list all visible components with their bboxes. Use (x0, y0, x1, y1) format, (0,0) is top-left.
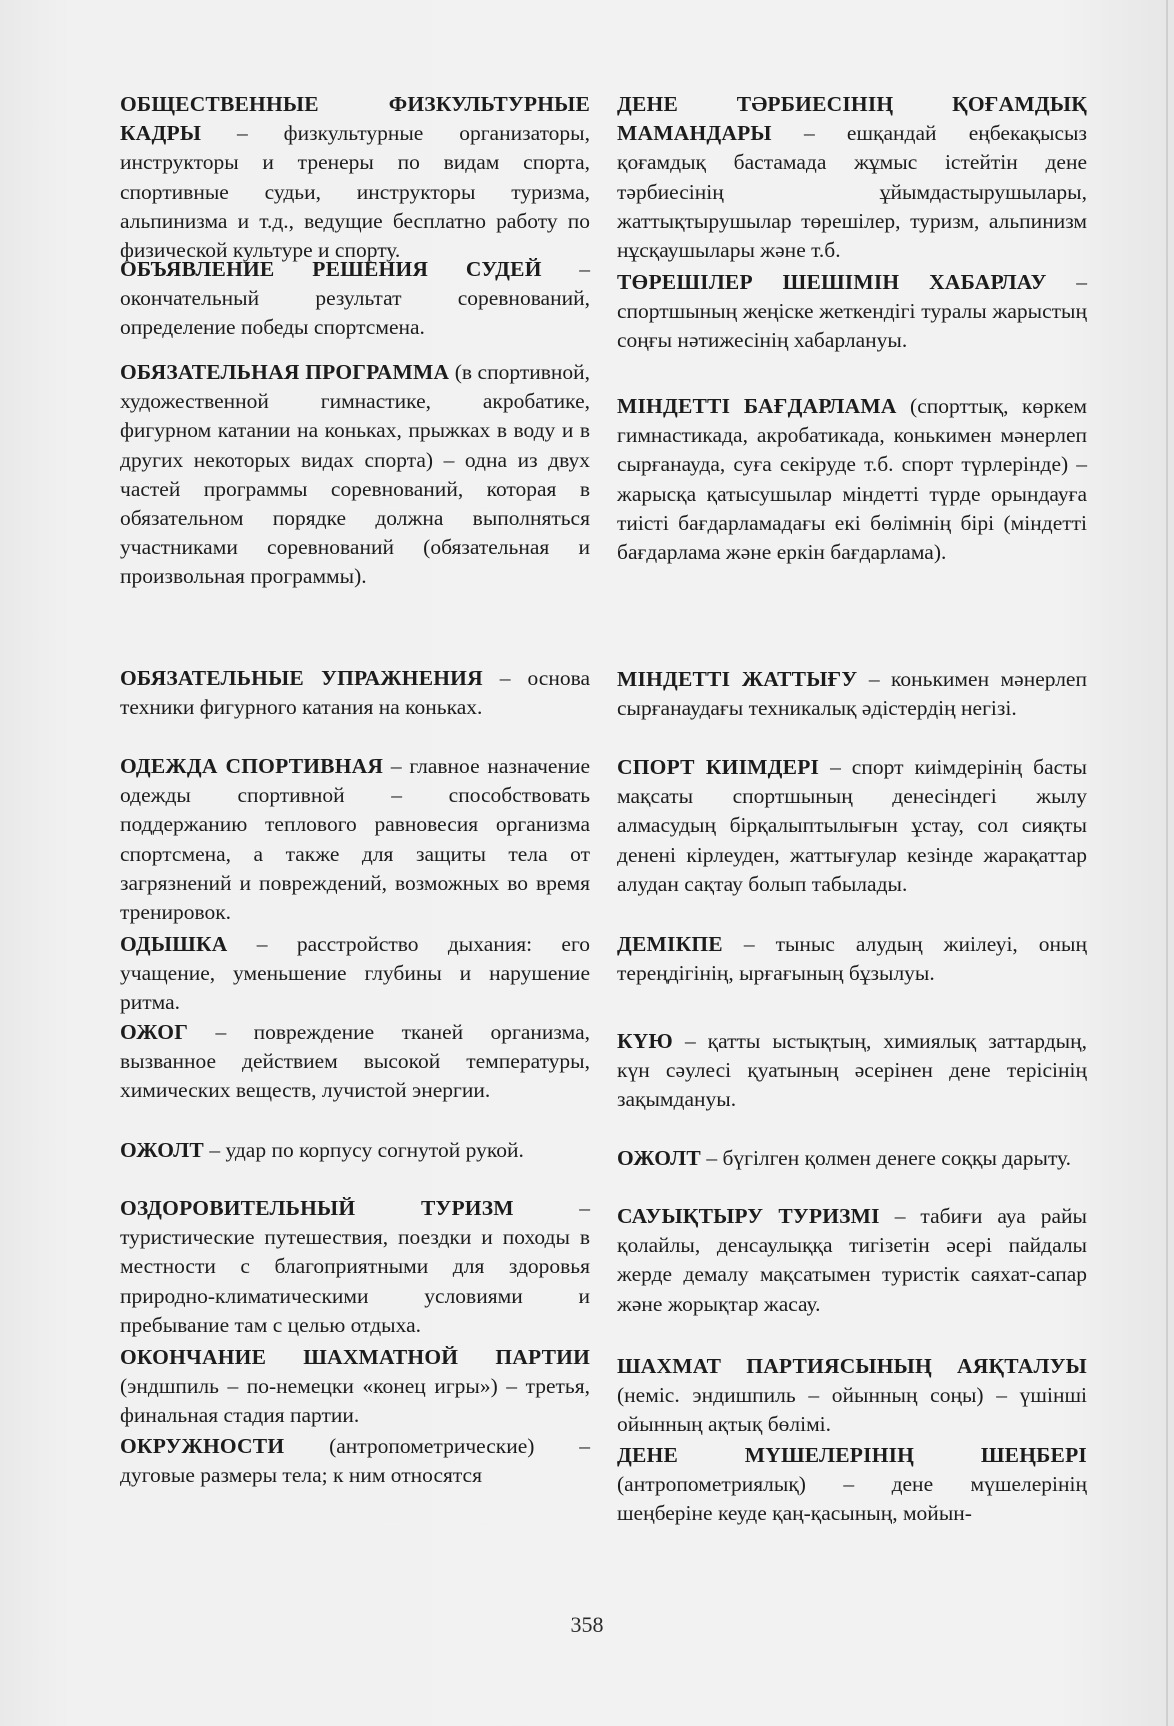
entry-definition: (антропометриялық) – дене мүшелерінің шеңберіне кеуде қаң-қасының, мойын- (617, 1472, 1087, 1526)
entry-term: ШАХМАТ ПАРТИЯСЫНЫҢ АЯҚТАЛУЫ (617, 1354, 1087, 1378)
entry-definition: – расстройство дыхания: его учащение, уменьшение глубины и нарушение ритма. (120, 932, 590, 1015)
entry-definition: – туристические путешествия, поездки и походы в местности с благоприятными для здоровья природно-климатическими условиями и пребывание там с целью отдыха. (120, 1196, 590, 1337)
entry (617, 1352, 1087, 1440)
entry (617, 268, 1087, 356)
entry-term: ОБЯЗАТЕЛЬНЫЕ УПРАЖНЕНИЯ (120, 666, 483, 690)
entry (120, 1194, 590, 1340)
entry (120, 1432, 590, 1490)
entry-definition: (в спортивной, художественной гимнастике, акробатике, фигурном катании на коньках, прыжках в воду и в других некоторых видах спорта) – одна из двух частей программы соревнований, которая в обязательном порядке должна выполняться участниками соревнований (обязательная и произвольная программы). (120, 360, 591, 589)
entry (120, 664, 590, 722)
entry-term: ОКРУЖНОСТИ (120, 1434, 285, 1458)
entry-term: ТӨРЕШІЛЕР ШЕШІМІН ХАБАРЛАУ (617, 270, 1047, 294)
entry (120, 255, 590, 343)
entry (120, 930, 590, 1018)
entry-definition: – физкультурные организаторы, инструкторы и тренеры по видам спорта, спортивные судьи, инструкторы туризма, альпинизма и т.д., ведущие бесплатно работу по физической культуре и спорту. (120, 121, 591, 263)
entry-term: МІНДЕТТІ БАҒДАРЛАМА (617, 394, 897, 418)
entry (617, 1202, 1087, 1319)
entry (120, 1343, 590, 1431)
entry-definition: (эндшпиль – по-немецки «конец игры») – третья, финальная стадия партии. (120, 1374, 590, 1428)
entry-definition: (антропометрические) – дуговые размеры тела; к ним относятся (120, 1434, 590, 1488)
entry-term: ОЖОГ (120, 1020, 189, 1044)
entry-term: ОЗДОРОВИТЕЛЬНЫЙ ТУРИЗМ (120, 1196, 514, 1220)
page-edge-divider (1166, 0, 1168, 1726)
entry-term: ОЖОЛТ (120, 1138, 204, 1162)
entry-definition: – тыныс алудың жиілеуі, оның тереңдігінің, ырғағының бұзылуы. (617, 932, 1087, 986)
entry-definition: – окончательный результат соревнований, определение победы спортсмена. (120, 257, 590, 340)
entry-definition: (спорттық, көркем гимнастикада, акробатикада, конькимен мәнерлеп сырғанауда, суға секіруде т.б. спорт түрлерінде) – жарысқа қатысушылар міндетті түрде орындауға тиісті бағдарламадағы екі бөлімнің бірі (міндетті бағдарлама және еркін бағдарлама). (617, 394, 1087, 565)
entry-definition: – спорт киімдерінің басты мақсаты спортшының денесіндегі жылу алмасудың бірқалыптылығын ұстау, сол сияқты денені кірлеуден, жаттығулар кезінде жарақаттар алудан сақтау болып табылады. (617, 755, 1087, 896)
entry-definition: (неміс. эндишпиль – ойынның соңы) – үшінші ойынның ақтық бөлімі. (617, 1383, 1087, 1437)
entry-term: ДЕНЕ ТӘРБИЕСІНІҢ ҚОҒАМДЫҚ МАМАНДАРЫ (617, 92, 1087, 146)
entry-term: САУЫҚТЫРУ ТУРИЗМІ (617, 1204, 880, 1228)
entry (617, 1441, 1087, 1529)
entry-definition: – спортшының жеңіске жеткендігі туралы жарыстың соңғы нәтижесінің хабарлануы. (617, 270, 1087, 353)
entry-term: ДЕНЕ МҮШЕЛЕРІНІҢ ШЕҢБЕРІ (617, 1443, 1087, 1467)
entry-term: ОЖОЛТ (617, 1146, 701, 1170)
entry (120, 1136, 590, 1165)
entry (120, 358, 590, 592)
entry (617, 930, 1087, 988)
entry-definition: – главное назначение одежды спортивной – способствовать поддержанию теплового равновесия организма спортсмена, а также для защиты тела от загрязнений и повреждений, возможных во время тренировок. (120, 754, 591, 925)
entry-term: ОБЩЕСТВЕННЫЕ ФИЗКУЛЬТУРНЫЕ КАДРЫ (120, 92, 590, 146)
entry-term: ОБЯЗАТЕЛЬНАЯ ПРОГРАММА (120, 360, 450, 384)
entry-definition: – удар по корпусу согнутой рукой. (209, 1138, 524, 1162)
entry-definition: – повреждение тканей организма, вызванное действием высокой температуры, химических веществ, лучистой энергии. (120, 1020, 590, 1103)
entry (120, 1018, 590, 1106)
entry-definition: – қатты ыстықтың, химиялық заттардың, күн сәулесі қуатының әсерінен дене терісінің зақымдануы. (617, 1029, 1087, 1112)
entry (617, 90, 1087, 265)
entry-definition: – основа техники фигурного катания на коньках. (120, 666, 591, 720)
entry-term: ОДЕЖДА СПОРТИВНАЯ (120, 754, 384, 778)
entry (120, 90, 590, 265)
entry-term: МІНДЕТТІ ЖАТТЫҒУ (617, 667, 858, 691)
entry-definition: – табиғи ауа райы қолайлы, денсаулыққа тигізетін әсері пайдалы жерде демалу мақсатымен туристік саяхат-сапар және жорықтар жасау. (617, 1204, 1087, 1316)
entry (120, 752, 590, 927)
entry-term: ОБЪЯВЛЕНИЕ РЕШЕНИЯ СУДЕЙ (120, 257, 542, 281)
entry-definition: – ешқандай еңбекақысыз қоғамдық бастамада жұмыс істейтін дене тәрбиесінің ұйымдастырушылары, жаттықтырушылар төрешілер, туризм, альпинизм нұсқаушылары және т.б. (617, 121, 1087, 263)
entry (617, 392, 1087, 567)
entry (617, 665, 1087, 723)
entry-definition: – конькимен мәнерлеп сырғанаудағы техникалық әдістердің негізі. (617, 667, 1087, 721)
entry (617, 753, 1087, 899)
entry-term: ДЕМІКПЕ (617, 932, 723, 956)
entry-definition: – бүгілген қолмен денеге соққы дарыту. (706, 1146, 1072, 1170)
entry-term: КҮЮ (617, 1029, 673, 1053)
entry-term: ОДЫШКА (120, 932, 228, 956)
page-number: 358 (570, 1612, 604, 1637)
entry (617, 1027, 1087, 1115)
entry-term: СПОРТ КИІМДЕРІ (617, 755, 820, 779)
entry (617, 1144, 1087, 1173)
entry-term: ОКОНЧАНИЕ ШАХМАТНОЙ ПАРТИИ (120, 1345, 590, 1369)
